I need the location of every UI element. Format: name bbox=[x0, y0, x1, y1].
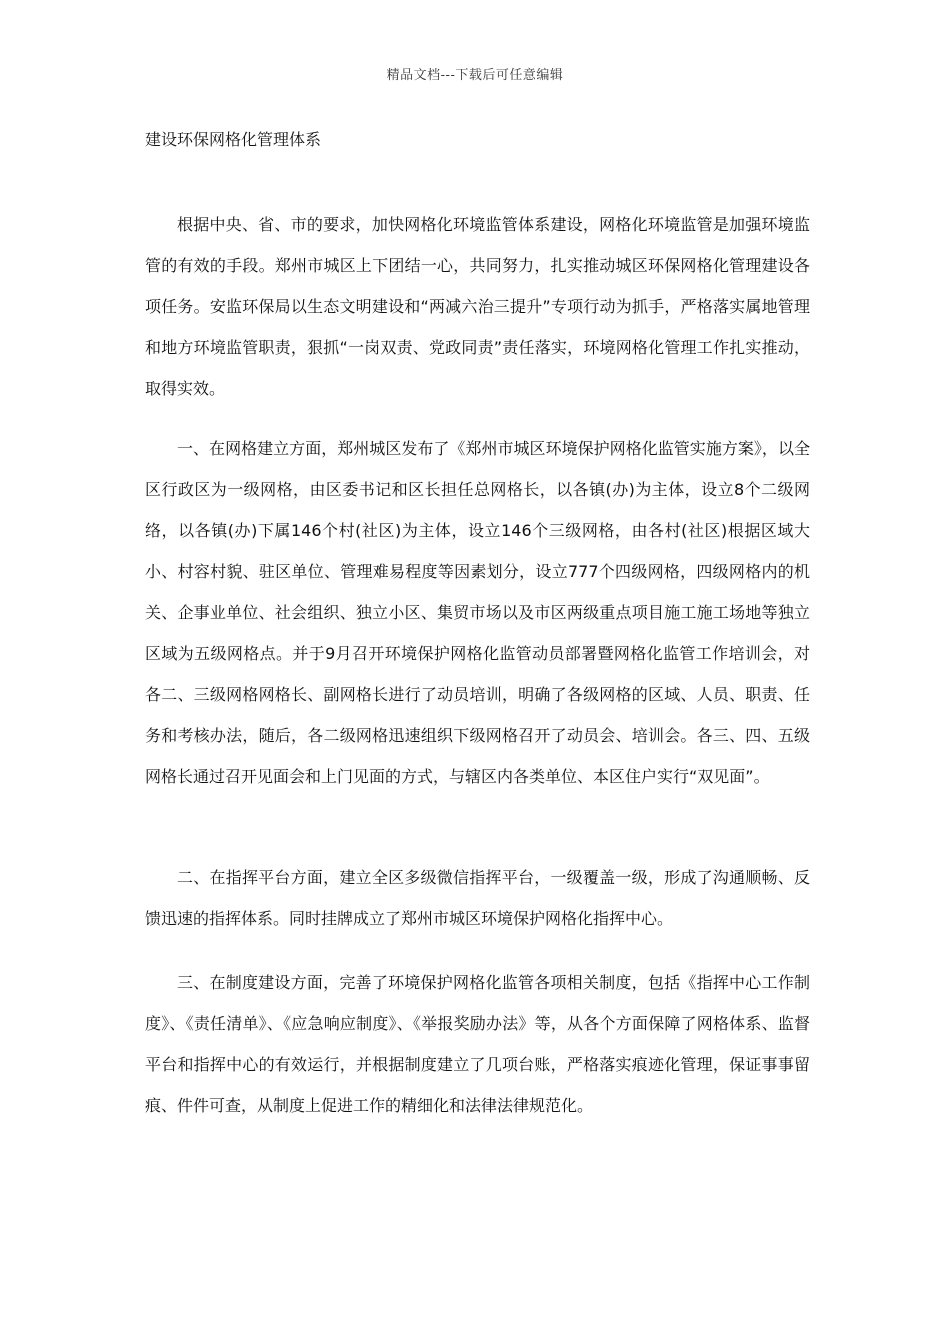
paragraph-system-building: 三、在制度建设方面，完善了环境保护网格化监管各项相关制度，包括《指挥中心工作制度》、《责任清单》、《应急响应制度》、《举报奖励办法》等，从各个方面保障了网格体系、监督平台和指挥中心的有效运行，并根据制度建立了几项台账，严格落实痕迹化管理，保证事事留痕、件件可查，从制度上促进工作的精细化和法律法律规范化。 bbox=[145, 973, 810, 1115]
header-note: 精品文档---下载后可任意编辑 bbox=[386, 68, 564, 83]
paragraph-command-platform: 二、在指挥平台方面，建立全区多级微信指挥平台，一级覆盖一级，形成了沟通顺畅、反馈迅速的指挥体系。同时挂牌成立了郑州市城区环境保护网格化指挥中心。 bbox=[145, 868, 810, 928]
paragraph-grid-establishment: 一、在网格建立方面，郑州城区发布了《郑州市城区环境保护网格化监管实施方案》，以全区行政区为一级网格，由区委书记和区长担任总网格长，以各镇(办)为主体，设立8个二级网络，以各镇(办)下属146个村(社区)为主体，设立146个三级网格，由各村(社区)根据区域大小、村容村貌、驻区单位、管理难易程度等因素划分，设立777个四级网格，四级网格内的机关、企事业单位、社会组织、独立小区、集贸市场以及市区两级重点项目施工施工场地等独立区域为五级网格点。并于9月召开环境保护网格化监管动员部署暨网格化监管工作培训会，对各二、三级网格网格长、副网格长进行了动员培训，明确了各级网格的区域、人员、职责、任务和考核办法，随后，各二级网格迅速组织下级网格召开了动员会、培训会。各三、四、五级网格长通过召开见面会和上门见面的方式，与辖区内各类单位、本区住户实行“双见面”。 bbox=[145, 439, 810, 786]
paragraph-intro: 根据中央、省、市的要求，加快网格化环境监管体系建设，网格化环境监管是加强环境监管的有效的手段。郑州市城区上下团结一心，共同努力，扎实推动城区环保网格化管理建设各项任务。安监环保局以生态文明建设和“两减六治三提升”专项行动为抓手，严格落实属地管理和地方环境监管职责，狠抓“一岗双责、党政同责”责任落实，环境网格化管理工作扎实推动，取得实效。 bbox=[145, 215, 810, 398]
document-title: 建设环保网格化管理体系 bbox=[145, 130, 322, 149]
